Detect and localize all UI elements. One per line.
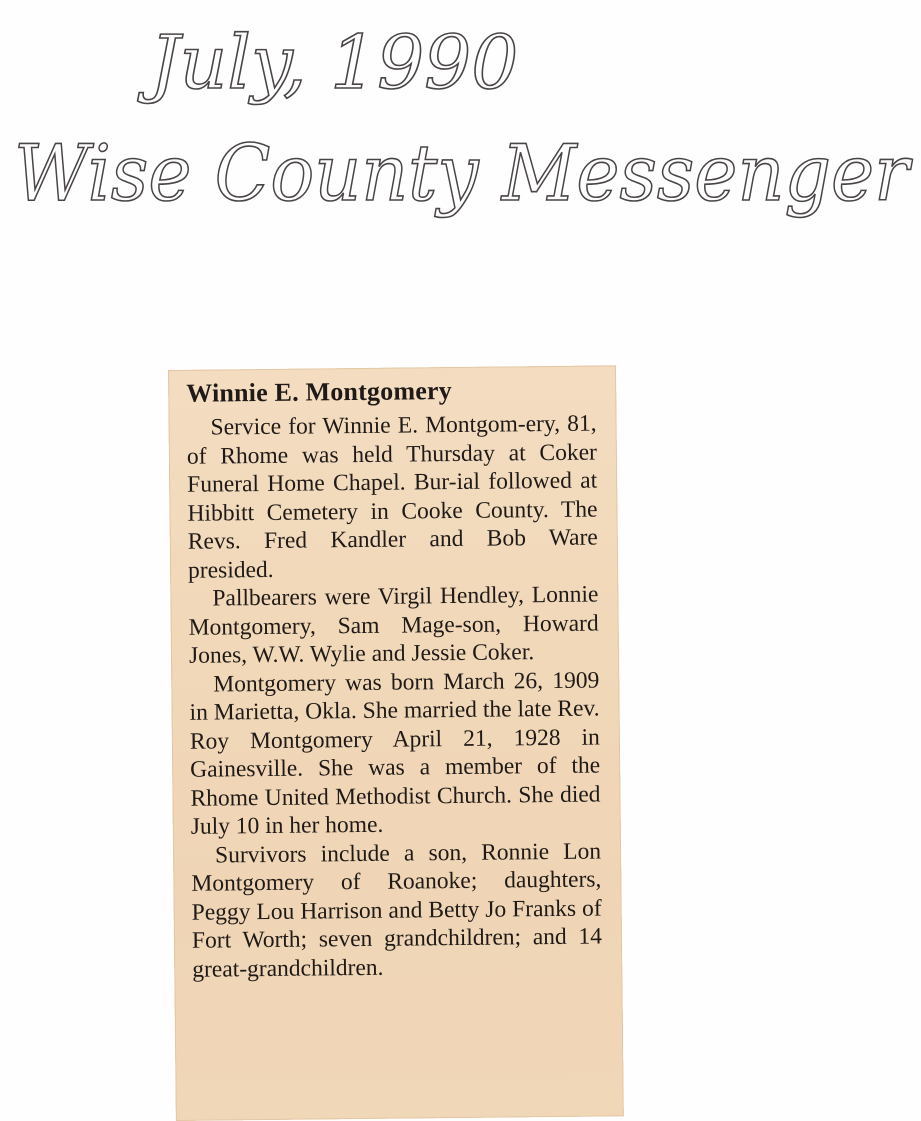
- obituary-paragraph-service: Service for Winnie E. Montgom-ery, 81, of Rhome was held Thursday at Coker Funeral Home Chapel. Bur-ial followed at Hibbitt Cemetery in Cooke County. The Revs. Fred Kandler and Bob Ware presided.: [186, 410, 598, 584]
- obituary-headline: Winnie E. Montgomery: [186, 376, 453, 408]
- obituary-paragraph-pallbearers: Pallbearers were Virgil Hendley, Lonnie Montgomery, Sam Mage-son, Howard Jones, W.W. Wylie and Jessie Coker.: [188, 581, 599, 669]
- obituary-paragraph-survivors: Survivors include a son, Ronnie Lon Montgomery of Roanoke; daughters, Peggy Lou Harrison and Betty Jo Franks of Fort Worth; seven grandchildren; and 14 great-grandchildren.: [191, 837, 603, 983]
- handwritten-source: Wise County Messenger: [14, 129, 914, 219]
- obituary-paragraph-biography: Montgomery was born March 26, 1909 in Marietta, Okla. She married the late Rev. Roy Montgomery April 21, 1928 in Gainesville. She was a member of the Rhome United Methodist Church. She died July 10 in her home.: [189, 667, 601, 840]
- handwriting-svg: [0, 0, 921, 260]
- newspaper-clipping: [168, 365, 624, 1121]
- handwritten-annotation: [0, 0, 921, 260]
- handwritten-date: July, 1990: [150, 20, 519, 106]
- clipping-content: [186, 374, 602, 984]
